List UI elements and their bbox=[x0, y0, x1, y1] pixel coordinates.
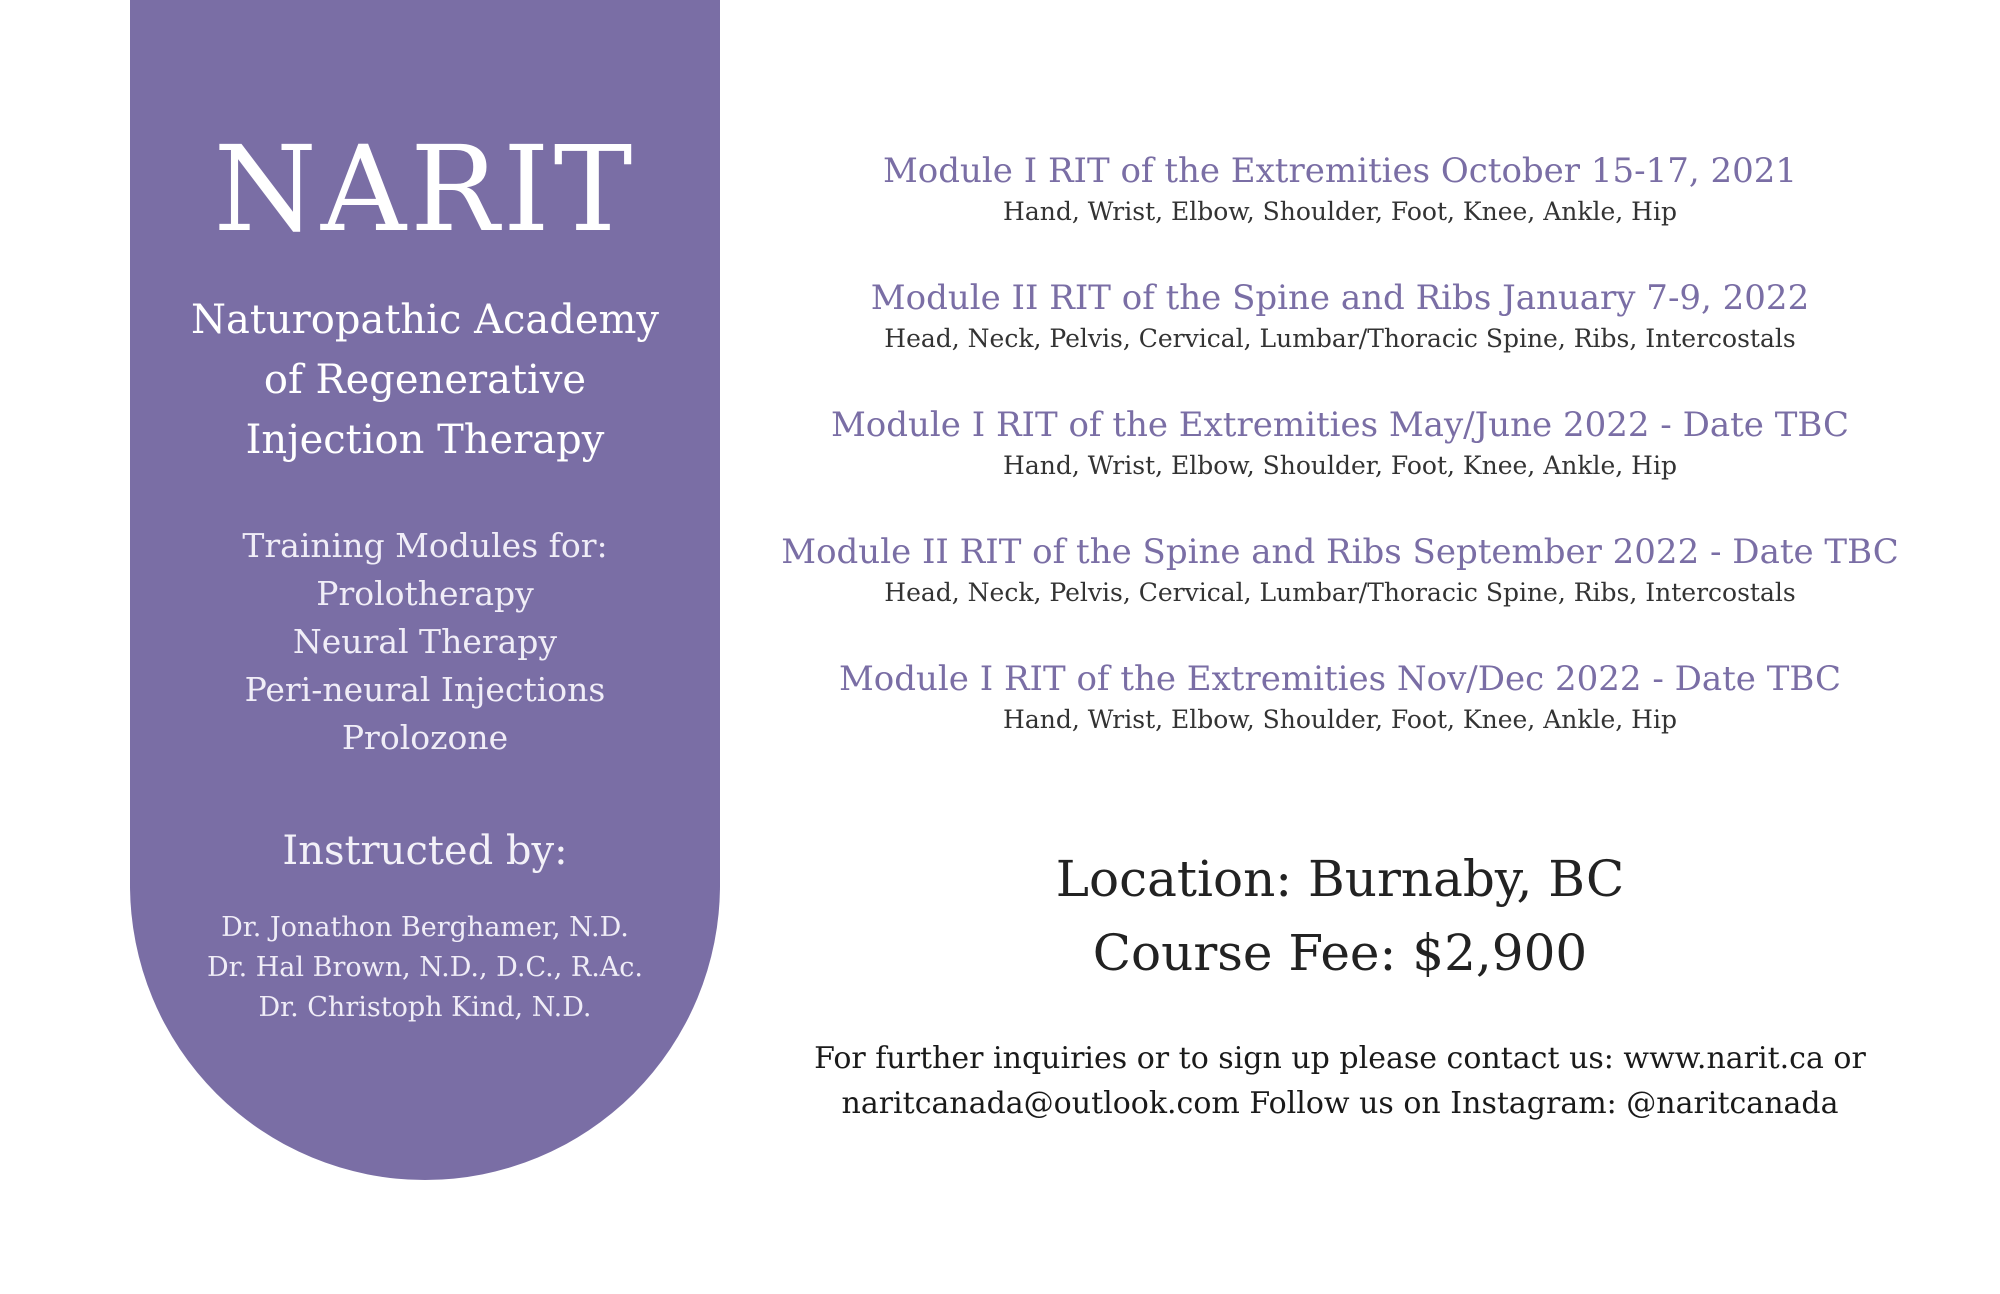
training-item: Neural Therapy bbox=[292, 622, 558, 661]
module-entry bbox=[780, 148, 1900, 275]
module-entry bbox=[780, 656, 1900, 783]
academy-name-line: of Regenerative bbox=[263, 357, 587, 403]
module-entry bbox=[780, 529, 1900, 656]
module-areas: Head, Neck, Pelvis, Cervical, Lumbar/Thoracic Spine, Ribs, Intercostals bbox=[884, 578, 1796, 607]
academy-name-line: Injection Therapy bbox=[245, 417, 605, 463]
contact-info bbox=[780, 1036, 1900, 1126]
module-areas: Hand, Wrist, Elbow, Shoulder, Foot, Knee, Ankle, Hip bbox=[1003, 705, 1677, 734]
academy-banner bbox=[130, 0, 720, 1180]
module-title: Module I RIT of the Extremities May/June 2022 - Date TBC bbox=[830, 405, 1850, 445]
module-areas: Hand, Wrist, Elbow, Shoulder, Foot, Knee, Ankle, Hip bbox=[1003, 451, 1677, 480]
location-text: Location: Burnaby, BC bbox=[1055, 850, 1625, 908]
contact-line: naritcanada@outlook.com Follow us on Instagram: @naritcanada bbox=[841, 1086, 1839, 1121]
module-areas: Hand, Wrist, Elbow, Shoulder, Foot, Knee, Ankle, Hip bbox=[1003, 197, 1677, 226]
training-item: Peri-neural Injections bbox=[244, 670, 606, 709]
training-heading: Training Modules for: bbox=[242, 526, 608, 565]
instructed-by-heading: Instructed by: bbox=[282, 828, 568, 874]
course-info bbox=[780, 842, 1900, 990]
training-item: Prolozone bbox=[341, 718, 509, 757]
module-title: Module I RIT of the Extremities Nov/Dec 2022 - Date TBC bbox=[838, 659, 1842, 699]
instructor-list bbox=[130, 908, 720, 1028]
module-entry bbox=[780, 275, 1900, 402]
module-title: Module II RIT of the Spine and Ribs September 2022 - Date TBC bbox=[781, 532, 1899, 572]
module-title: Module II RIT of the Spine and Ribs January 7-9, 2022 bbox=[870, 278, 1810, 318]
instructor-name: Dr. Jonathon Berghamer, N.D. bbox=[221, 912, 629, 943]
module-entry bbox=[780, 402, 1900, 529]
module-title: Module I RIT of the Extremities October 15-17, 2021 bbox=[882, 151, 1798, 191]
academy-name-line: Naturopathic Academy bbox=[190, 297, 660, 343]
module-areas: Head, Neck, Pelvis, Cervical, Lumbar/Thoracic Spine, Ribs, Intercostals bbox=[884, 324, 1796, 353]
course-fee-text: Course Fee: $2,900 bbox=[1092, 924, 1588, 982]
instructor-name: Dr. Hal Brown, N.D., D.C., R.Ac. bbox=[206, 952, 644, 983]
contact-line: For further inquiries or to sign up please contact us: www.narit.ca or bbox=[814, 1041, 1866, 1076]
instructor-name: Dr. Christoph Kind, N.D. bbox=[258, 992, 592, 1023]
module-schedule bbox=[780, 148, 1900, 783]
training-item: Prolotherapy bbox=[316, 574, 534, 613]
training-list bbox=[130, 522, 720, 762]
brand-title: NARIT bbox=[213, 120, 637, 258]
academy-name bbox=[130, 290, 720, 470]
